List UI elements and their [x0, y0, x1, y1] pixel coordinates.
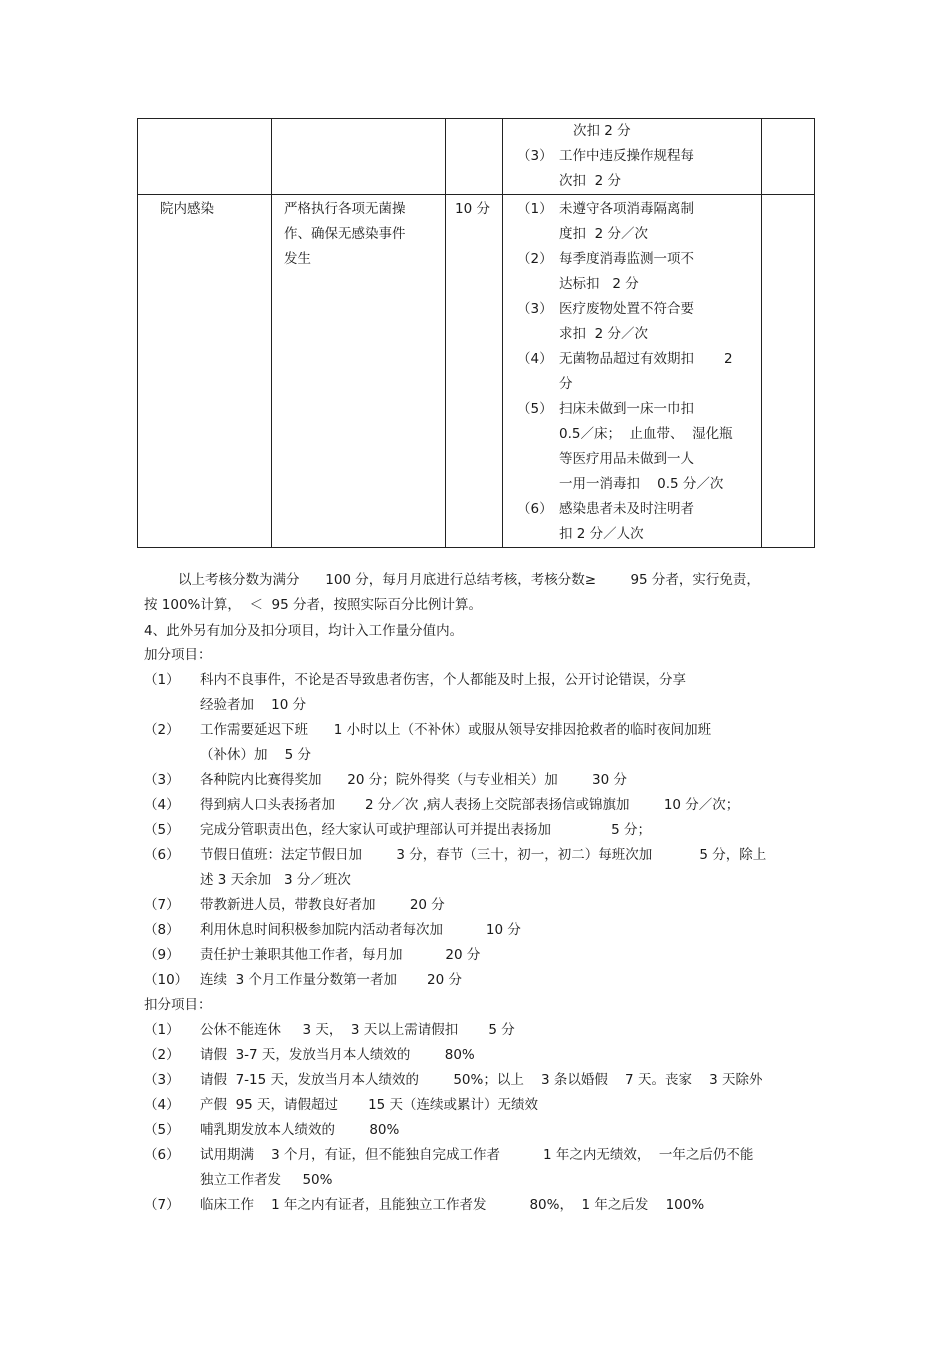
- bonus-item: [144, 818, 651, 843]
- item-line: 扣 2 分／人次: [559, 526, 644, 542]
- bonus-item: [144, 968, 462, 993]
- requirement-cell: [272, 195, 446, 548]
- item-line: 扫床未做到一床一巾扣: [559, 401, 694, 417]
- item-number: （8）: [144, 922, 180, 938]
- category-cell: [138, 119, 272, 195]
- list-item: [503, 247, 761, 297]
- item-number: （3）: [517, 148, 553, 164]
- item-line: 次扣 2 分: [573, 123, 631, 139]
- item-text: 请假 7-15 天，发放当月本人绩效的 50%；以上 3 条以婚假 7 天。丧家 3 天除外: [200, 1072, 763, 1088]
- deduct-item: [144, 1068, 762, 1093]
- bonus-item: [144, 793, 739, 818]
- item-text: 产假 95 天，请假超过 15 天（连续或累计）无绩效: [200, 1097, 539, 1113]
- item-line: 每季度消毒监测一项不: [559, 251, 694, 267]
- bonus-item: [144, 668, 686, 693]
- deduct-item: [144, 1018, 515, 1043]
- item-line: 分: [559, 376, 573, 392]
- item-number: （9）: [144, 947, 180, 963]
- item-number: （7）: [144, 897, 180, 913]
- bonus-item-cont: 述 3 天余加 3 分／班次: [200, 872, 351, 888]
- bonus-item: [144, 718, 711, 743]
- summary-line-1: 以上考核分数为满分 100 分，每月月底进行总结考核，考核分数≥ 95 分者，实行免责，: [178, 572, 760, 588]
- list-item: [503, 197, 761, 247]
- category-label: 院内感染: [160, 201, 214, 217]
- item-number: （2）: [144, 722, 180, 738]
- requirement-cell: [272, 119, 446, 195]
- item-number: （4）: [144, 797, 180, 813]
- deduct-item: [144, 1043, 475, 1068]
- table-row: [138, 195, 815, 548]
- item-text: 公休不能连休 3 天， 3 天以上需请假扣 5 分: [200, 1022, 515, 1038]
- item-number: （2）: [144, 1047, 180, 1063]
- item-text: 利用休息时间积极参加院内活动者每次加 10 分: [200, 922, 521, 938]
- item-number: （7）: [144, 1197, 180, 1213]
- score-cell: [446, 195, 503, 548]
- item-text: 请假 3-7 天，发放当月本人绩效的 80%: [200, 1047, 475, 1063]
- score-cell: [446, 119, 503, 195]
- item-number: （4）: [517, 351, 553, 367]
- item-number: （10）: [144, 972, 189, 988]
- item-line: 0.5／床； 止血带、 湿化瓶: [559, 426, 733, 442]
- item-number: （6）: [144, 1147, 180, 1163]
- item-text: 哺乳期发放本人绩效的 80%: [200, 1122, 400, 1138]
- item-text: 完成分管职责出色，经大家认可或护理部认可并提出表扬加 5 分；: [200, 822, 651, 838]
- bonus-item: [144, 918, 521, 943]
- item-line: 医疗废物处置不符合要: [559, 301, 694, 317]
- deduct-item: [144, 1143, 753, 1168]
- table-row: [138, 119, 815, 195]
- item-text: 连续 3 个月工作量分数第一者加 20 分: [200, 972, 462, 988]
- deduct-heading: 扣分项目：: [144, 997, 212, 1013]
- requirement-line: 发生: [284, 251, 311, 267]
- assessment-table: [137, 118, 815, 548]
- deduct-item: [144, 1193, 704, 1218]
- item-line: 工作中违反操作规程每: [559, 148, 694, 164]
- deduct-item: [144, 1093, 538, 1118]
- list-item: [503, 347, 761, 397]
- item-text: 各种院内比赛得奖加 20 分；院外得奖（与专业相关）加 30 分: [200, 772, 628, 788]
- section-4-heading: 4、此外另有加分及扣分项目，均计入工作量分值内。: [144, 623, 464, 639]
- item-number: （5）: [144, 1122, 180, 1138]
- item-line: 感染患者未及时注明者: [559, 501, 694, 517]
- item-number: （4）: [144, 1097, 180, 1113]
- bonus-item: [144, 893, 445, 918]
- requirement-line: 严格执行各项无菌操: [284, 201, 406, 217]
- bonus-item: [144, 843, 766, 868]
- item-number: （1）: [517, 201, 553, 217]
- list-item: [503, 397, 761, 497]
- item-line: 达标扣 2 分: [559, 276, 639, 292]
- item-line: 等医疗用品未做到一人: [559, 451, 694, 467]
- bonus-item: [144, 943, 480, 968]
- item-line: 度扣 2 分／次: [559, 226, 648, 242]
- item-line: 无菌物品超过有效期扣 2: [559, 351, 733, 367]
- bonus-item-cont: 经验者加 10 分: [200, 697, 307, 713]
- bonus-item-cont: （补休）加 5 分: [200, 747, 312, 763]
- list-item: [503, 297, 761, 347]
- list-item: [503, 144, 761, 194]
- item-line: 求扣 2 分／次: [559, 326, 648, 342]
- item-number: （5）: [144, 822, 180, 838]
- category-cell: [138, 195, 272, 548]
- summary-line-2: 按 100%计算， ＜ 95 分者，按照实际百分比例计算。: [144, 597, 483, 613]
- requirement-line: 作、确保无感染事件: [284, 226, 406, 242]
- bonus-heading: 加分项目：: [144, 647, 212, 663]
- bonus-item: [144, 768, 627, 793]
- items-cell: [503, 119, 762, 195]
- list-item: [503, 497, 761, 547]
- item-text: 工作需要延迟下班 1 小时以上（不补休）或服从领导安排因抢救者的临时夜间加班: [200, 722, 712, 738]
- item-number: （1）: [144, 1022, 180, 1038]
- item-number: （3）: [144, 1072, 180, 1088]
- item-text: 临床工作 1 年之内有证者，且能独立工作者发 80%， 1 年之后发 100%: [200, 1197, 705, 1213]
- item-line: 次扣 2 分: [559, 173, 621, 189]
- item-number: （2）: [517, 251, 553, 267]
- remark-cell: [762, 195, 815, 548]
- item-text: 得到病人口头表扬者加 2 分／次 ,病人表扬上交院部表扬信或锦旗加 10 分／次；: [200, 797, 740, 813]
- score-value: 10 分: [455, 201, 490, 217]
- item-number: （1）: [144, 672, 180, 688]
- item-number: （6）: [144, 847, 180, 863]
- items-cell: [503, 195, 762, 548]
- deduct-item: [144, 1118, 399, 1143]
- item-text: 科内不良事件，不论是否导致患者伤害，个人都能及时上报，公开讨论错误，分享: [200, 672, 686, 688]
- item-number: （3）: [517, 301, 553, 317]
- deduct-item-cont: 独立工作者发 50%: [200, 1172, 333, 1188]
- item-number: （6）: [517, 501, 553, 517]
- item-number: （5）: [517, 401, 553, 417]
- item-line: 一用一消毒扣 0.5 分／次: [559, 476, 724, 492]
- item-line: 未遵守各项消毒隔离制: [559, 201, 694, 217]
- list-item: [503, 119, 761, 144]
- item-text: 试用期满 3 个月，有证，但不能独自完成工作者 1 年之内无绩效， 一年之后仍不能: [200, 1147, 754, 1163]
- item-text: 责任护士兼职其他工作者，每月加 20 分: [200, 947, 481, 963]
- item-text: 带教新进人员，带教良好者加 20 分: [200, 897, 445, 913]
- item-number: （3）: [144, 772, 180, 788]
- item-text: 节假日值班：法定节假日加 3 分，春节（三十，初一，初二）每班次加 5 分，除上: [200, 847, 767, 863]
- remark-cell: [762, 119, 815, 195]
